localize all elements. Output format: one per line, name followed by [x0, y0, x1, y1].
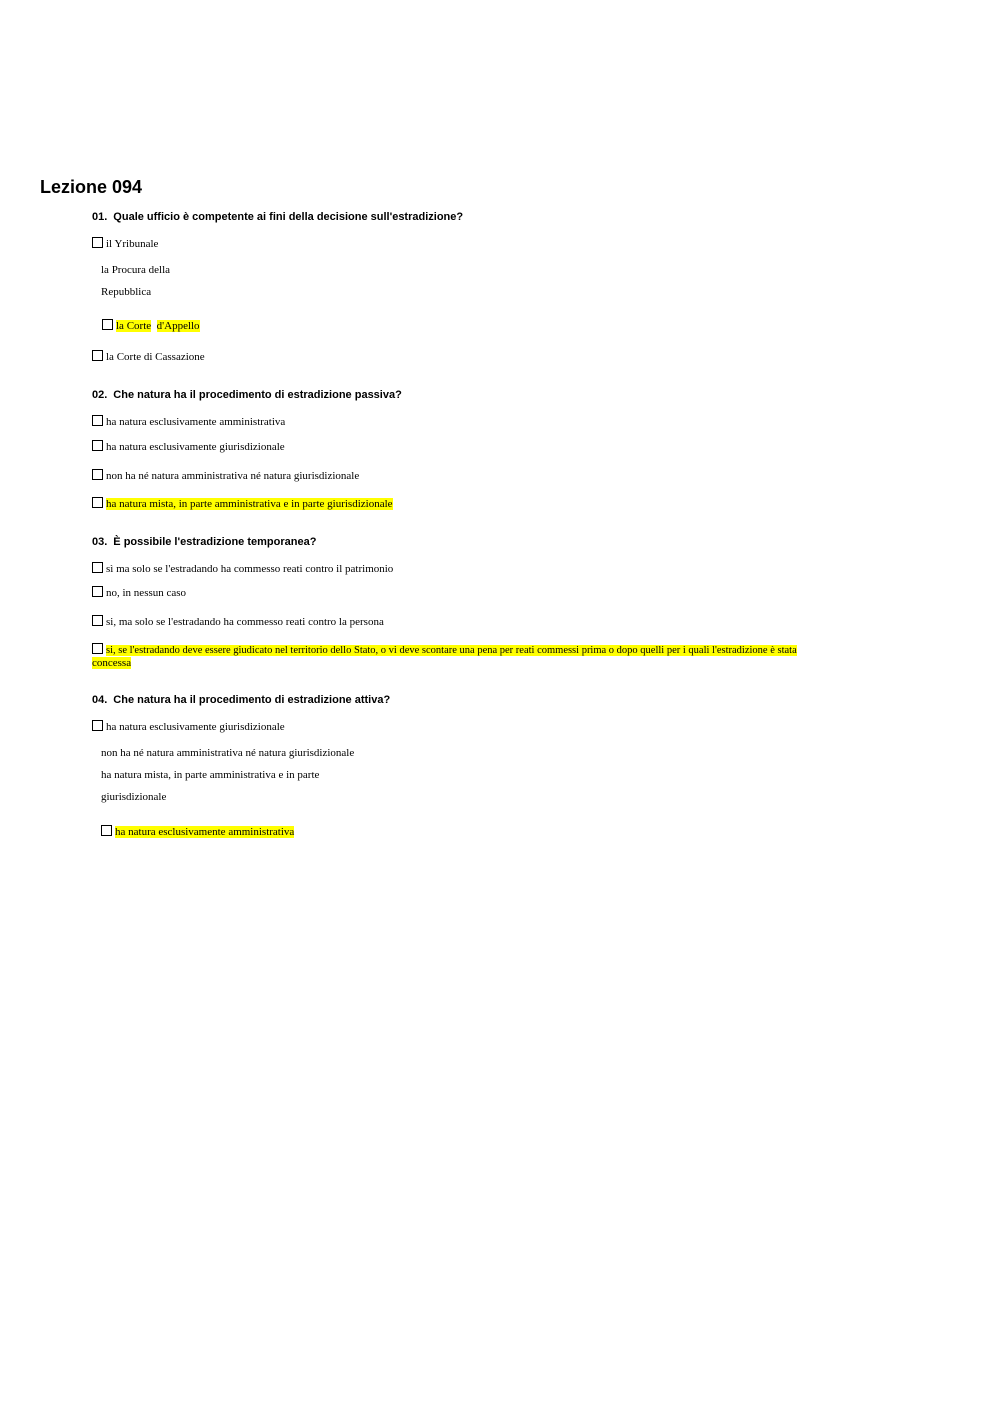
question-04 [92, 694, 390, 706]
question-number: 01. [92, 211, 108, 223]
checkbox[interactable] [92, 562, 103, 573]
question-number: 02. [92, 389, 108, 401]
question-number: 03. [92, 536, 108, 548]
answer-option-q1-1[interactable] [92, 237, 158, 251]
checkbox[interactable] [92, 497, 103, 508]
checkbox[interactable] [92, 586, 103, 597]
checkbox[interactable] [101, 825, 112, 836]
question-01 [92, 211, 463, 223]
answer-option-q3-3[interactable] [92, 615, 384, 629]
answer-option-q3-4[interactable] [92, 643, 797, 657]
answer-text: ha natura esclusivamente amministrativa [106, 416, 286, 428]
answer-text-highlighted: d'Appello [156, 320, 200, 332]
answer-text: ha natura esclusivamente giurisdizionale [106, 441, 285, 453]
answer-text-highlighted: si, se l'estradando deve essere giudicato nel territorio dello Stato, o vi deve scontare una pena per reati commessi prima o dopo quelli per i quali l'estradizione è stata [106, 645, 797, 656]
question-text: Che natura ha il procedimento di estradizione passiva? [113, 389, 402, 401]
checkbox[interactable] [102, 319, 113, 330]
answer-text-highlighted: concessa [92, 657, 132, 669]
answer-option-q3-4-continuation [92, 657, 131, 670]
answer-option-q4-1[interactable] [92, 720, 285, 734]
answer-text-highlighted: la Corte [116, 320, 152, 332]
question-text: Che natura ha il procedimento di estradizione attiva? [113, 694, 391, 706]
answer-option-q1-4[interactable] [92, 350, 205, 364]
checkbox[interactable] [92, 440, 103, 451]
question-text: È possibile l'estradizione temporanea? [113, 536, 317, 548]
answer-text: ha natura esclusivamente giurisdizionale [106, 721, 285, 733]
answer-option-q1-2-line1: la Procura della [101, 264, 171, 276]
checkbox[interactable] [92, 415, 103, 426]
answer-option-q3-2[interactable] [92, 586, 186, 600]
answer-text-highlighted: ha natura mista, in parte amministrativa e in parte giurisdizionale [106, 498, 393, 510]
answer-option-q1-2-line2: Repubblica [101, 286, 152, 298]
answer-text: la Corte di Cassazione [106, 351, 205, 363]
question-text: Quale ufficio è competente ai fini della decisione sull'estradizione? [113, 211, 464, 223]
answer-text-highlighted: ha natura esclusivamente amministrativa [115, 826, 295, 838]
answer-option-q4-3-line1: ha natura mista, in parte amministrativa e in parte [101, 769, 320, 781]
answer-text: sì ma solo se l'estradando ha commesso reati contro il patrimonio [106, 563, 394, 575]
checkbox[interactable] [92, 720, 103, 731]
answer-option-q4-3-line2: giurisdizionale [101, 791, 167, 803]
lesson-title: Lezione 094 [40, 177, 143, 197]
answer-text: no, in nessun caso [106, 587, 187, 599]
answer-text: si, ma solo se l'estradando ha commesso reati contro la persona [106, 616, 384, 628]
answer-option-q4-4[interactable] [101, 825, 294, 839]
answer-option-q3-1[interactable] [92, 562, 393, 576]
question-number: 04. [92, 694, 108, 706]
answer-option-q2-3[interactable] [92, 469, 359, 483]
answer-option-q2-2[interactable] [92, 440, 285, 454]
answer-option-q4-2: non ha né natura amministrativa né natura giurisdizionale [101, 747, 355, 759]
answer-text: il Yribunale [106, 238, 159, 250]
question-03 [92, 536, 316, 548]
question-02 [92, 389, 402, 401]
answer-option-q1-3[interactable] [102, 319, 200, 333]
checkbox[interactable] [92, 237, 103, 248]
answer-option-q2-4[interactable] [92, 497, 393, 511]
checkbox[interactable] [92, 469, 103, 480]
checkbox[interactable] [92, 615, 103, 626]
answer-option-q2-1[interactable] [92, 415, 285, 429]
answer-text: non ha né natura amministrativa né natura giurisdizionale [106, 470, 360, 482]
checkbox[interactable] [92, 350, 103, 361]
checkbox[interactable] [92, 643, 103, 654]
